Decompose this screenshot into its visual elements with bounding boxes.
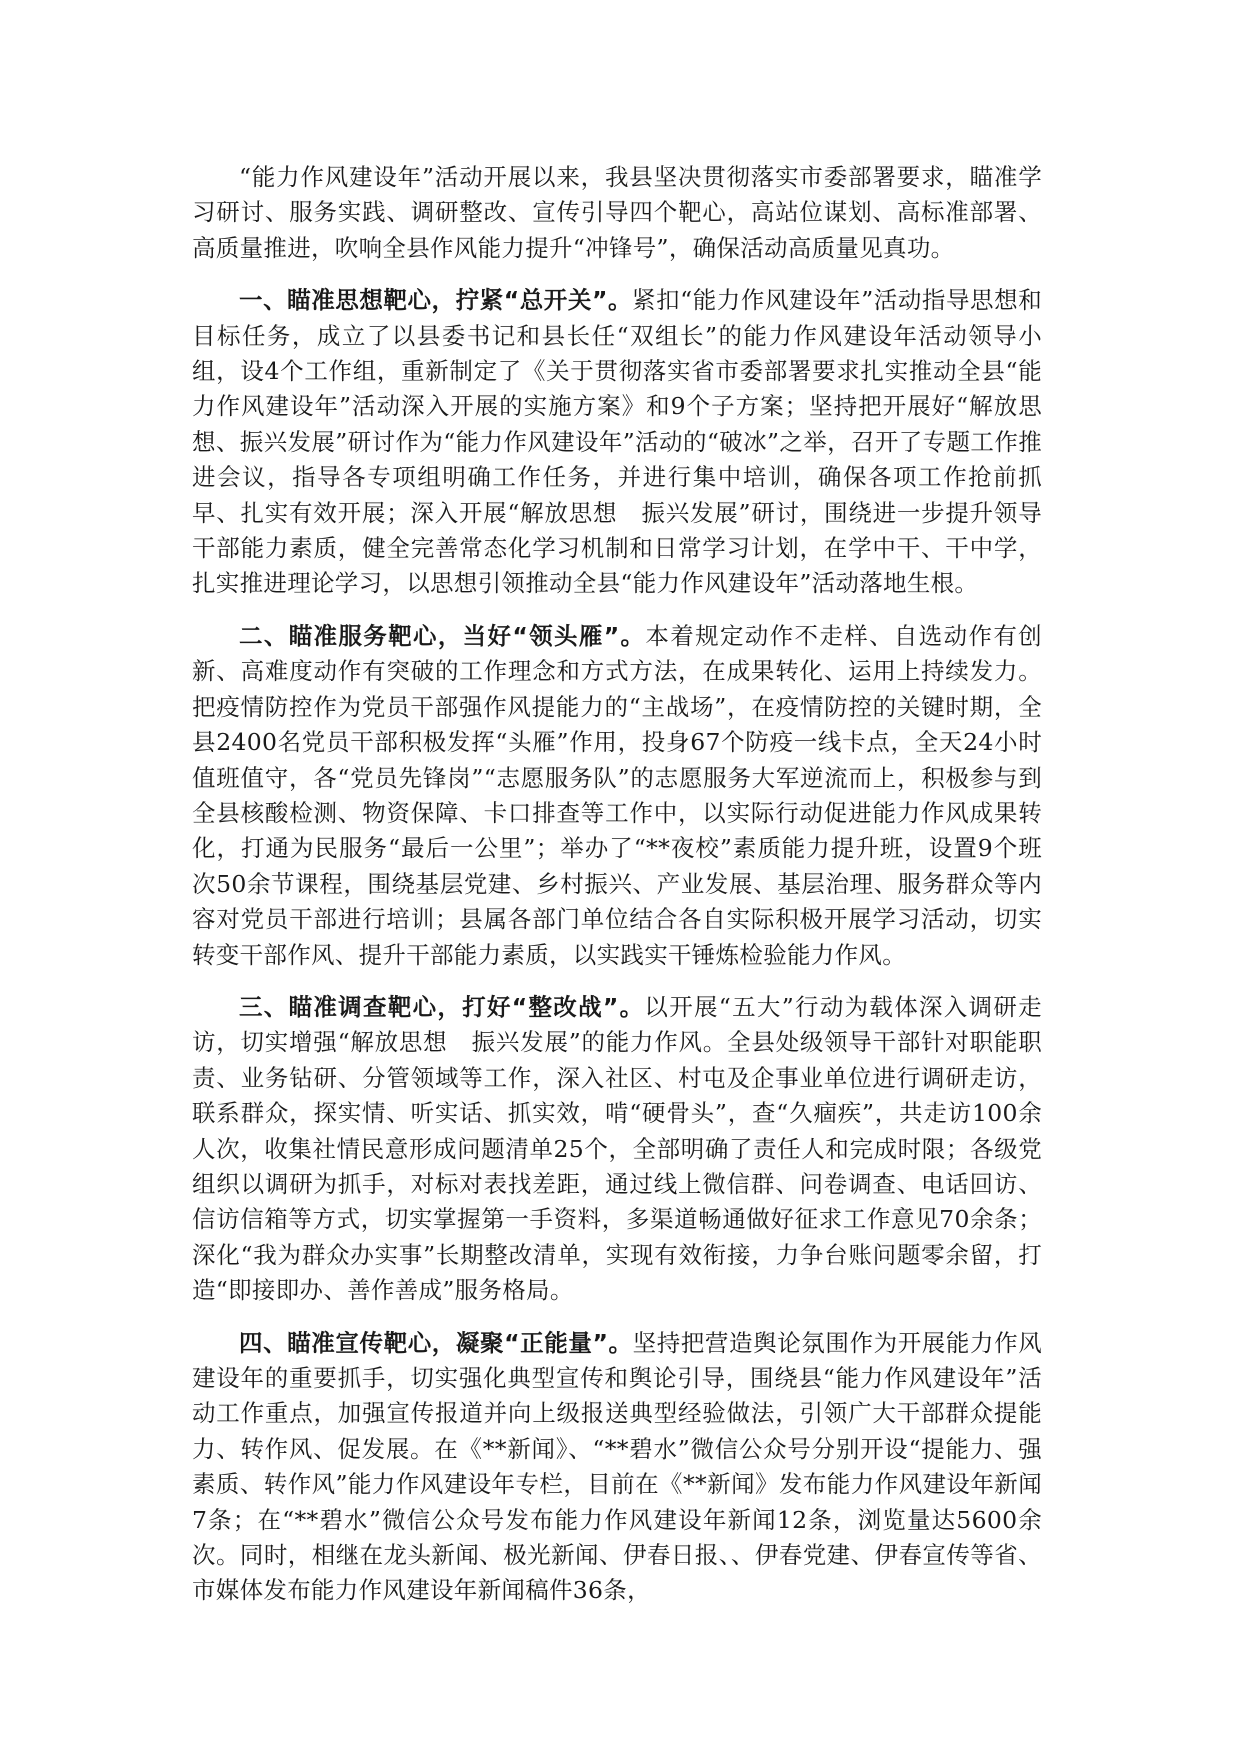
- section-1-paragraph: [192, 283, 1042, 602]
- section-2-heading: 二、瞄准服务靶心，当好“领头雁”。: [239, 621, 646, 650]
- section-3-body: 以开展“五大”行动为载体深入调研走访，切实增强“解放思想 振兴发展”的能力作风。全县处级领导干部针对职能职责、业务钻研、分管领域等工作，深入社区、村屯及企事业单位进行调研走访，联系群众，探实情、听实话、抓实效，啃“硬骨头”，查“久痼疾”，共走访100余人次，收集社情民意形成问题清单25个，全部明确了责任人和完成时限；各级党组织以调研为抓手，对标对表找差距，通过线上微信群、问卷调查、电话回访、信访信箱等方式，切实掌握第一手资料，多渠道畅通做好征求工作意见70余条；深化“我为群众办实事”长期整改清单，实现有效衔接，力争台账问题零余留，打造“即接即办、善作善成”服务格局。: [192, 992, 1042, 1305]
- section-3-heading: 三、瞄准调查靶心，打好“整改战”。: [239, 992, 645, 1021]
- intro-paragraph: “能力作风建设年”活动开展以来，我县坚决贯彻落实市委部署要求，瞄准学习研讨、服务实践、调研整改、宣传引导四个靶心，高站位谋划、高标准部署、高质量推进，吹响全县作风能力提升“冲锋号”，确保活动高质量见真功。: [192, 163, 1042, 262]
- section-3-paragraph: [192, 990, 1042, 1309]
- document-page: [192, 160, 1042, 1626]
- section-2-paragraph: [192, 619, 1042, 973]
- section-4-heading: 四、瞄准宣传靶心，凝聚“正能量”。: [239, 1328, 633, 1357]
- section-1-body: 紧扣“能力作风建设年”活动指导思想和目标任务，成立了以县委书记和县长任“双组长”的能力作风建设年活动领导小组，设4个工作组，重新制定了《关于贯彻落实省市委部署要求扎实推动全县“能力作风建设年”活动深入开展的实施方案》和9个子方案；坚持把开展好“解放思想、振兴发展”研讨作为“能力作风建设年”活动的“破冰”之举，召开了专题工作推进会议，指导各专项组明确工作任务，并进行集中培训，确保各项工作抢前抓早、扎实有效开展；深入开展“解放思想 振兴发展”研讨，围绕进一步提升领导干部能力素质，健全完善常态化学习机制和日常学习计划，在学中干、干中学，扎实推进理论学习，以思想引领推动全县“能力作风建设年”活动落地生根。: [192, 286, 1042, 598]
- section-2-body: 本着规定动作不走样、自选动作有创新、高难度动作有突破的工作理念和方式方法，在成果转化、运用上持续发力。把疫情防控作为党员干部强作风提能力的“主战场”，在疫情防控的关键时期，全县2400名党员干部积极发挥“头雁”作用，投身67个防疫一线卡点，全天24小时值班值守，各“党员先锋岗”“志愿服务队”的志愿服务大军逆流而上，积极参与到全县核酸检测、物资保障、卡口排查等工作中，以实际行动促进能力作风成果转化，打通为民服务“最后一公里”；举办了“**夜校”素质能力提升班，设置9个班次50余节课程，围绕基层党建、乡村振兴、产业发展、基层治理、服务群众等内容对党员干部进行培训；县属各部门单位结合各自实际积极开展学习活动，切实转变干部作风、提升干部能力素质，以实践实干锤炼检验能力作风。: [192, 621, 1042, 969]
- section-4-paragraph: [192, 1326, 1042, 1609]
- section-1-heading: 一、瞄准思想靶心，拧紧“总开关”。: [239, 286, 633, 315]
- section-4-body: 坚持把营造舆论氛围作为开展能力作风建设年的重要抓手，切实强化典型宣传和舆论引导，围绕县“能力作风建设年”活动工作重点，加强宣传报道并向上级报送典型经验做法，引领广大干部群众提能力、转作风、促发展。在《**新闻》、“**碧水”微信公众号分别开设“提能力、强素质、转作风”能力作风建设年专栏，目前在《**新闻》发布能力作风建设年新闻7条；在“**碧水”微信公众号发布能力作风建设年新闻12条，浏览量达5600余次。同时，相继在龙头新闻、极光新闻、伊春日报、、伊春党建、伊春宣传等省、市媒体发布能力作风建设年新闻稿件36条，: [192, 1328, 1042, 1605]
